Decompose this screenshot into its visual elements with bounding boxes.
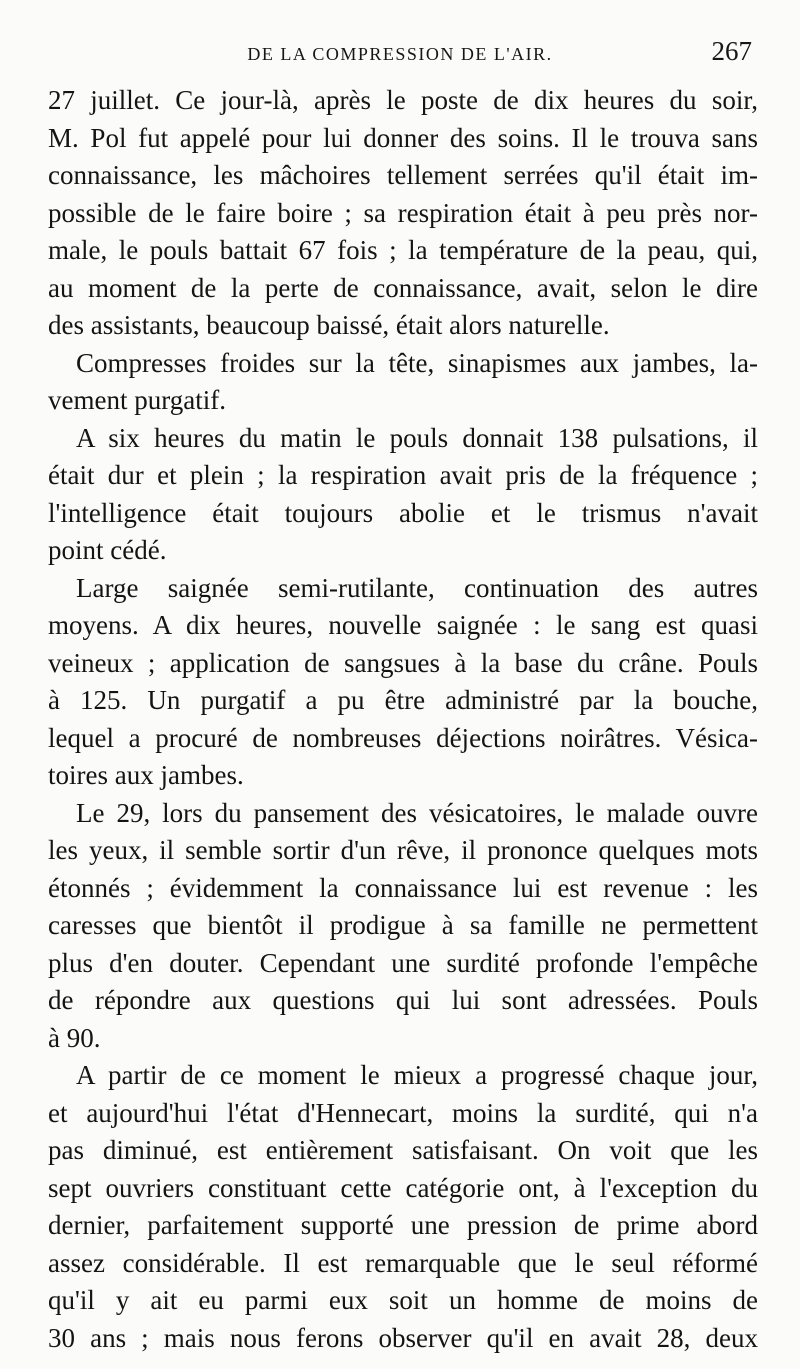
page-number: 267 [711, 36, 752, 66]
text-line: à 90. [48, 1022, 101, 1053]
text-line: point cédé. [48, 535, 167, 565]
text-line: dernier, parfaitement supporté une pression de prime abord [48, 1210, 758, 1240]
text-line: possible de le faire boire ; sa respiration était à peu près nor- [48, 197, 758, 228]
text-line: et aujourd'hui l'état d'Hennecart, moins la surdité, qui n'a [48, 1097, 758, 1128]
text-line: 27 juillet. Ce jour-là, après le poste de dix heures du soir, [48, 85, 758, 115]
text-line: Compresses froides sur la tête, sinapismes aux jambes, la- [76, 347, 758, 378]
text-line: toires aux jambes. [48, 760, 244, 790]
paragraph [48, 82, 758, 345]
text-line: qu'il y ait eu parmi eux soit un homme de moins de [48, 1285, 758, 1315]
paragraph [48, 570, 758, 795]
text-line: plus d'en douter. Cependant une surdité profonde l'empêche [48, 947, 758, 978]
text-line: 30 ans ; mais nous ferons observer qu'il en avait 28, deux [48, 1322, 758, 1353]
text-line: vement purgatif. [48, 385, 226, 415]
text-line: A partir de ce moment le mieux a progressé chaque jour, [76, 1060, 758, 1090]
text-line: l'intelligence était toujours abolie et le trismus n'avait [48, 497, 758, 528]
text-line: était dur et plein ; la respiration avait pris de la fréquence ; [48, 460, 758, 490]
page-header [40, 36, 760, 76]
paragraph [48, 795, 758, 1058]
paragraph [48, 1057, 758, 1357]
text-line: A six heures du matin le pouls donnait 138 pulsations, il [76, 422, 758, 453]
text-line: veineux ; application de sangsues à la base du crâne. Pouls [48, 647, 758, 678]
text-line: pas diminué, est entièrement satisfaisant. On voit que les [48, 1135, 758, 1165]
text-line: Le 29, lors du pansement des vésicatoires, le malade ouvre [76, 797, 758, 828]
text-line: au moment de la perte de connaissance, avait, selon le dire [48, 272, 758, 303]
text-line: étonnés ; évidemment la connaissance lui est revenue : les [48, 872, 758, 903]
text-line: lequel a procuré de nombreuses déjections noirâtres. Vésica- [48, 722, 758, 753]
text-line: assez considérable. Il est remarquable que le seul réformé [48, 1247, 758, 1278]
text-line: sept ouvriers constituant cette catégorie ont, à l'exception du [48, 1172, 758, 1203]
text-line: male, le pouls battait 67 fois ; la température de la peau, qui, [48, 235, 758, 265]
text-line: caresses que bientôt il prodigue à sa famille ne permettent [48, 910, 758, 940]
text-line: de répondre aux questions qui lui sont adressées. Pouls [48, 985, 758, 1015]
paragraph [48, 420, 758, 570]
text-line: moyens. A dix heures, nouvelle saignée : le sang est quasi [48, 610, 758, 640]
text-line: des assistants, beaucoup baissé, était alors naturelle. [48, 310, 610, 340]
text-line: M. Pol fut appelé pour lui donner des soins. Il le trouva sans [48, 122, 758, 153]
text-line: Large saignée semi-rutilante, continuation des autres [76, 572, 758, 603]
text-line: à 125. Un purgatif a pu être administré par la bouche, [48, 685, 758, 715]
paragraph [48, 345, 758, 420]
text-line: connaissance, les mâchoires tellement serrées qu'il était im- [48, 160, 758, 190]
text-line: les yeux, il semble sortir d'un rêve, il prononce quelques mots [48, 835, 758, 865]
running-head: DE LA COMPRESSION DE L'AIR. [247, 44, 553, 64]
body-text [48, 82, 758, 1357]
